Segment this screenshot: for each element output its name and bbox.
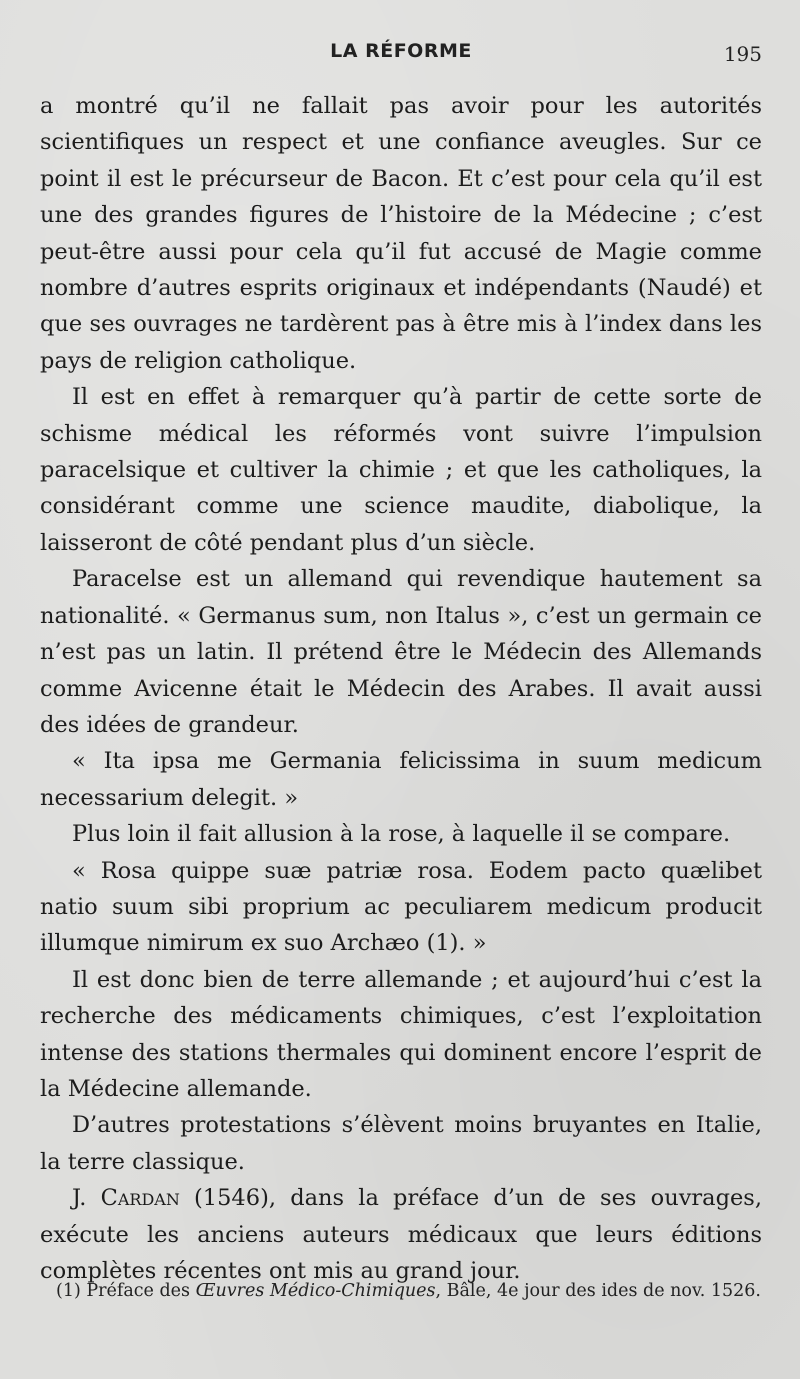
paragraph-5: Plus loin il fait allusion à la rose, à laquelle il se compare. xyxy=(72,821,731,848)
page-number: 195 xyxy=(723,42,762,66)
paragraph-6-quote: « Rosa quippe suæ patriæ rosa. Eodem pacto quælibet natio suum sibi proprium ac peculiarem medicum producit illumque nimirum ex suo Archæo (1). » xyxy=(40,857,762,957)
footnote-rest: , Bâle, 4e jour des ides de nov. 1526. xyxy=(435,1281,761,1301)
body-text xyxy=(40,88,762,1289)
paragraph-4-quote: « Ita ipsa me Germania felicissima in suum medicum necessarium delegit. » xyxy=(40,748,762,811)
page-header xyxy=(40,40,762,76)
paragraph-7: Il est donc bien de terre allemande ; et aujourd’hui c’est la recherche des médicaments chimiques, c’est l’exploitation intense des stations thermales qui dominent encore l’esprit de la Médecine allemande. xyxy=(40,966,762,1102)
paragraph-2: Il est en effet à remarquer qu’à partir de cette sorte de schisme médical les réformés vont suivre l’impulsion paracelsique et cultiver la chimie ; et que les catholiques, la considérant comme une science maudite, diabolique, la laisseront de côté pendant plus d’un siècle. xyxy=(40,384,762,556)
footnote-title: Œuvres Médico-Chimiques xyxy=(195,1281,436,1301)
author-name: J. Cardan xyxy=(72,1185,180,1212)
footnote xyxy=(40,1278,762,1304)
paragraph-1: a montré qu’il ne fallait pas avoir pour les autorités scientifiques un respect et une confiance aveugles. Sur ce point il est le précurseur de Bacon. Et c’est pour cela qu’il est une des grandes figures de l’histoire de la Médecine ; c’est peut-être aussi pour cela qu’il fut accusé de Magie comme nombre d’autres esprits originaux et indépendants (Naudé) et que ses ouvrages ne tardèrent pas à être mis à l’index dans les pays de religion catholique. xyxy=(40,93,762,374)
running-head: LA RÉFORME xyxy=(330,40,472,62)
footnote-marker: (1) Préface des xyxy=(56,1281,196,1301)
paragraph-9 xyxy=(40,1180,762,1289)
paragraph-8: D’autres protestations s’élèvent moins bruyantes en Italie, la terre classique. xyxy=(40,1112,762,1175)
paragraph-3: Paracelse est un allemand qui revendique hautement sa nationalité. « Germanus sum, non Italus », c’est un germain ce n’est pas un latin. Il prétend être le Médecin des Allemands comme Avicenne était le Médecin des Arabes. Il avait aussi des idées de grandeur. xyxy=(40,566,762,738)
paragraph-9-text: (1546), dans la préface d’un de ses ouvrages, exécute les anciens auteurs médicaux que leurs éditions complètes récentes ont mis au grand jour. xyxy=(40,1185,762,1284)
